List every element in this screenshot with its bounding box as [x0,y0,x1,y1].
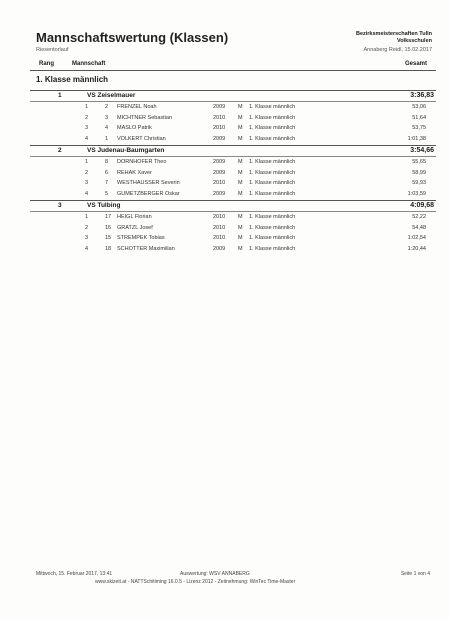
member-name: STREMPEK Tobias [117,235,165,241]
column-header-total: Gesamt [404,61,427,67]
discipline-label: Riesentorlauf [36,47,69,53]
member-time: 51,64 [412,114,426,121]
member-time: 53,75 [412,125,426,131]
member-name: MASLO Patrik [117,125,152,131]
member-class: 1. Klasse männlich [249,159,296,165]
team-total-time: 4:09,68 [410,202,434,209]
member-row [30,212,436,223]
member-name: DORNHOFER Theo [117,159,167,165]
member-class: 1. Klasse männlich [249,135,296,142]
team-rank: 2 [58,147,62,154]
member-time: 55,65 [412,159,426,165]
member-name: WESTHAUSSER Severin [117,180,180,186]
member-time: 53,06 [412,104,426,110]
team-name: VS Judenau-Baumgarten [87,147,165,154]
member-year: 2009 [213,104,226,110]
page-title: Mannschaftswertung (Klassen) [36,30,229,45]
member-class: 1. Klasse männlich [249,114,296,121]
member-name: SCHOTTER Maximilian [117,245,175,252]
member-position: 1 [85,104,89,110]
member-bib: 4 [105,125,109,131]
member-position: 1 [85,159,89,165]
member-bib: 3 [105,114,109,121]
member-name: MICHTNER Sebastian [117,114,173,121]
member-time: 52,22 [412,214,426,220]
member-name: FRENZEL Noah [117,104,157,110]
member-class: 1. Klasse männlich [249,224,296,231]
member-class: 1. Klasse männlich [249,104,296,110]
member-position: 3 [85,180,89,186]
member-name: GUMETZBERGER Oskar [117,190,180,197]
member-position: 2 [85,114,89,121]
team-header [30,90,436,102]
member-position: 4 [85,135,89,142]
member-class: 1. Klasse männlich [249,125,296,131]
member-position: 4 [85,245,89,252]
member-row [30,157,436,168]
member-row [30,113,436,124]
member-year: 2009 [213,190,226,197]
team-rank: 1 [58,92,62,99]
member-row [30,244,436,255]
member-bib: 8 [105,159,109,165]
member-bib: 18 [105,245,112,252]
member-time: 54,48 [412,224,426,231]
member-row [30,134,436,145]
member-sex: M [238,169,243,176]
event-name: Bezirksmeisterschaften Tulln [355,31,432,37]
member-sex: M [238,114,243,121]
member-bib: 17 [105,214,112,220]
member-name: VOLKERT Christian [117,135,166,142]
column-header-team: Mannschaft [72,61,106,67]
member-position: 4 [85,190,89,197]
header-divider [30,70,436,71]
team-header [30,145,436,157]
team-header [30,200,436,212]
event-location-date: Annaberg Reidl, 15.02.2017 [363,47,432,53]
member-row [30,178,436,189]
member-row [30,223,436,234]
event-category: Volksschulen [396,38,432,44]
member-position: 2 [85,169,89,176]
member-class: 1. Klasse männlich [249,214,296,220]
member-year: 2009 [213,245,226,252]
member-year: 2010 [213,224,226,231]
member-position: 3 [85,235,89,241]
member-sex: M [238,125,243,131]
member-sex: M [238,224,243,231]
class-heading: 1. Klasse männlich [36,75,109,84]
member-sex: M [238,245,243,252]
member-row [30,189,436,200]
member-time: 59,93 [412,180,426,186]
member-year: 2009 [213,159,226,165]
team-block [30,145,436,199]
member-row [30,233,436,244]
member-class: 1. Klasse männlich [249,180,296,186]
team-name: VS Tulbing [87,202,121,209]
member-bib: 6 [105,169,109,176]
member-year: 2010 [213,114,226,121]
team-block [30,90,436,144]
member-year: 2010 [213,125,226,131]
team-name: VS Zeiselmauer [87,92,136,99]
team-rank: 3 [58,202,62,209]
member-position: 3 [85,125,89,131]
member-row [30,123,436,134]
member-row [30,168,436,179]
member-time: 1:20,44 [407,245,426,252]
member-year: 2009 [213,135,226,142]
member-sex: M [238,135,243,142]
member-bib: 7 [105,180,109,186]
member-year: 2010 [213,235,226,241]
member-name: HEIGL Florian [117,214,152,220]
member-class: 1. Klasse männlich [249,169,296,176]
member-bib: 15 [105,235,112,241]
footer-organizer: Auswertung: WSV ANNABERG [180,571,250,577]
team-total-time: 3:54,66 [410,147,434,154]
member-bib: 16 [105,224,112,231]
member-time: 1:01,38 [407,135,426,142]
member-sex: M [238,235,243,241]
member-row [30,102,436,113]
member-sex: M [238,180,243,186]
footer-credits: www.skizeit.at - NATTSchitiming 16.0.5 - Lizenz 2012 - Zeitnehmung: WinTec Time-Master [95,579,296,585]
member-name: REHAK Xaver [117,169,152,176]
member-year: 2010 [213,180,226,186]
team-block [30,200,436,254]
footer-page-number: Seite 1 von 4 [400,571,430,577]
member-bib: 5 [105,190,109,197]
member-position: 1 [85,214,89,220]
member-class: 1. Klasse männlich [249,245,296,252]
member-name: GRATZL Josef [117,224,153,231]
member-position: 2 [85,224,89,231]
member-bib: 1 [105,135,109,142]
team-total-time: 3:36,83 [410,92,434,99]
member-sex: M [238,159,243,165]
column-header-rank: Rang [39,61,54,67]
member-sex: M [238,104,243,110]
member-sex: M [238,214,243,220]
member-sex: M [238,190,243,197]
member-bib: 2 [105,104,109,110]
member-class: 1. Klasse männlich [249,190,296,197]
member-time: 58,99 [412,169,426,176]
member-time: 1:02,54 [407,235,426,241]
member-year: 2009 [213,169,226,176]
member-class: 1. Klasse männlich [249,235,296,241]
member-time: 1:03,59 [407,190,426,197]
footer-date: Mittwoch, 15. Februar 2017, 13:41 [36,571,113,577]
member-year: 2010 [213,214,226,220]
